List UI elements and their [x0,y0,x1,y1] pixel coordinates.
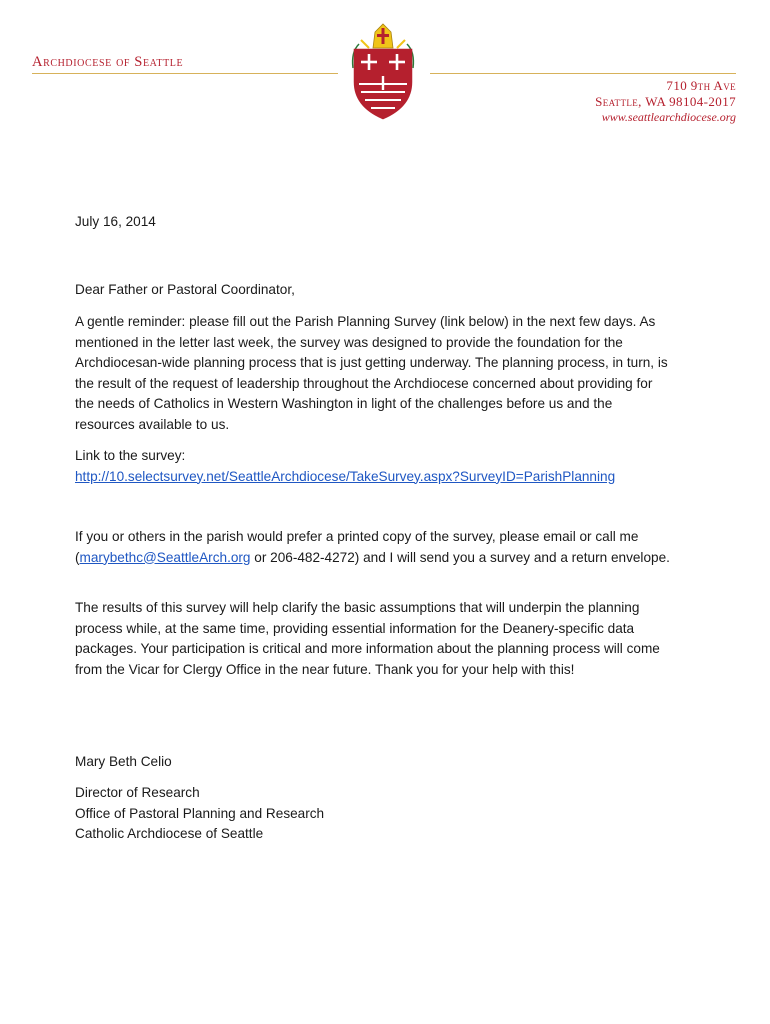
header-rule-right [430,73,736,74]
survey-link-block [75,446,675,487]
paragraph-reminder [75,312,675,435]
paragraph-results [75,598,675,680]
address-street: 710 9th Ave [666,78,736,93]
address-city: Seattle, WA 98104-2017 [595,94,736,109]
email-link[interactable]: marybethc@SeattleArch.org [79,549,251,565]
letter-date: July 16, 2014 [75,214,156,229]
signer-org: Catholic Archdiocese of Seattle [75,826,264,841]
header-rule-left [32,73,338,74]
signer-office: Office of Pastoral Planning and Research [75,805,325,821]
signer-name: Mary Beth Celio [75,754,172,769]
signature-block [75,783,675,845]
paragraph-results-text: The results of this survey will help clarify the basic assumptions that will underpin the planning process while, at the same time, providing essential information for the Deanery-specific data packages. Your participation is critical and more information about the planning process will come from the Vicar for Clergy Office in the near future. Thank you for your help with this! [75,600,660,677]
website-link[interactable]: www.seattlearchdiocese.org [601,110,736,124]
signer-title: Director of Research [75,785,200,800]
survey-link-label: Link to the survey: [75,448,186,463]
paragraph-printed-copy [75,527,675,568]
survey-link[interactable]: http://10.selectsurvey.net/SeattleArchdiocese/TakeSurvey.aspx?SurveyID=ParishPlanning [75,468,616,484]
archdiocese-crest-icon [345,22,421,122]
printed-copy-text-b: or 206-482-4272) and I will send you a survey and a return envelope. [250,549,670,565]
letter-salutation: Dear Father or Pastoral Coordinator, [75,282,295,297]
paragraph-reminder-text: A gentle reminder: please fill out the Parish Planning Survey (link below) in the next few days. As mentioned in the letter last week, the survey was designed to provide the foundation for the Archdiocesan-wide planning process that is just getting underway. The planning process, in turn, is the result of the request of leadership throughout the Archdiocese concerned about providing for the needs of Catholics in Western Washington in light of the challenges before us and the resources available to us. [75,314,668,432]
org-name: Archdiocese of Seattle [32,54,184,70]
printed-copy-text-a: If you or others in the parish would prefer a printed copy of the survey, please email or call me ( [75,529,639,565]
